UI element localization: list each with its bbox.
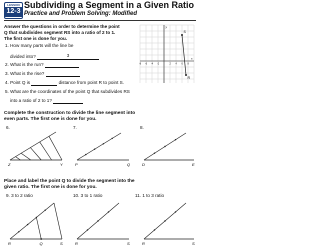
y-axis-label: y <box>165 25 167 29</box>
question-3-answer[interactable] <box>46 76 80 77</box>
lesson-number: 12-3 <box>6 8 21 15</box>
point-s-label: S <box>127 241 130 246</box>
question-2 <box>5 62 79 68</box>
tick-neg6: -6 <box>145 62 148 66</box>
item-9-ratio: 3 to 2 ratio <box>11 193 33 198</box>
item-10-number: 10. <box>73 193 80 198</box>
page-subtitle: Practice and Problem Solving: Modified <box>24 11 138 17</box>
lesson-label: LESSON <box>7 3 20 7</box>
question-5-line1: 5. What are the coordinates of the point Q that subdivides RS <box>5 89 130 94</box>
item-10-ratio: 3 to 1 ratio <box>80 193 103 198</box>
question-5-answer[interactable] <box>53 103 83 104</box>
question-4-text-end: distance from point R to point S. <box>58 80 124 85</box>
question-5-text: into a ratio of 2 to 1? <box>10 98 52 103</box>
question-3 <box>5 71 80 77</box>
item-8-number: 8. <box>140 125 144 130</box>
tick-4: 4 <box>175 62 177 66</box>
item-11-ratio: 1 to 3 ratio <box>142 193 165 198</box>
construction-figure-6 <box>4 130 66 170</box>
section1-instructions-line1: Answer the questions in order to determine the point <box>4 24 120 29</box>
section2-instructions-line1: Complete the construction to divide the line segment into <box>4 111 136 116</box>
construction-figure-8 <box>138 130 198 170</box>
question-4 <box>5 80 124 86</box>
tick-neg4: -4 <box>151 62 154 66</box>
point-r-label: R <box>8 241 11 246</box>
ratio-figure-11 <box>138 199 198 249</box>
question-2-text: 2. What is the run? <box>5 62 44 67</box>
tick-neg8: -8 <box>139 62 142 66</box>
point-d-label: D <box>142 162 145 167</box>
auxiliary-ray <box>10 203 54 239</box>
tick-2: 2 <box>169 62 171 66</box>
item-11-number: 11. <box>135 193 142 198</box>
ratio-figure-10 <box>71 199 133 249</box>
section3-instructions-line1: Place and label the point Q to divide the segment into the <box>4 179 135 184</box>
item-6-number: 6. <box>6 125 10 130</box>
question-1-text: divided into? <box>10 54 36 59</box>
question-3-text: 3. What is the rise? <box>5 71 45 76</box>
ratio-figure-9 <box>4 199 66 249</box>
point-y-label: Y <box>60 162 63 167</box>
point-s-label: S <box>60 241 63 246</box>
point-s-label: S <box>192 241 195 246</box>
coordinate-graph <box>138 23 196 85</box>
tick-8: 8 <box>187 62 189 66</box>
section3-instructions-line2: given ratio. The first one is done for you. <box>4 185 97 190</box>
point-q-label: Q <box>39 241 43 246</box>
point-e-label: E <box>192 162 195 167</box>
question-4-text: 4. Point Q is <box>5 80 31 85</box>
header-divider <box>4 20 196 21</box>
question-1-answer[interactable]: 3 <box>37 53 99 60</box>
tick-neg2: -2 <box>157 62 160 66</box>
tick-6: 6 <box>181 62 183 66</box>
section1-instructions-line2: Q that subdivides segment RS into a ratio of 2 to 1. <box>4 30 116 35</box>
item-7-number: 7. <box>73 125 77 130</box>
item-9-number: 9. <box>6 193 10 198</box>
point-r-label: R <box>142 241 145 246</box>
question-2-answer[interactable] <box>45 67 79 68</box>
point-r-label: R <box>75 241 78 246</box>
point-z-label: Z <box>8 162 11 167</box>
question-1-line1: 1. How many parts will the line be <box>5 43 74 48</box>
auxiliary-ray <box>77 133 121 160</box>
section1-instructions-line3: The first one is done for you. <box>4 36 68 41</box>
x-axis-label: x <box>191 56 193 61</box>
lesson-badge <box>4 2 23 19</box>
construction-figure-7 <box>71 130 133 170</box>
question-4-answer[interactable] <box>31 85 57 86</box>
point-s-marker <box>181 34 183 36</box>
point-s-label: S <box>183 30 186 34</box>
section2-instructions-line2: even parts. The first one is done for you. <box>4 117 97 122</box>
question-5-line2 <box>10 98 83 104</box>
point-p-label: P <box>75 162 78 167</box>
question-1-line2 <box>10 53 99 60</box>
point-r-label: R <box>187 76 191 80</box>
page-title: Subdividing a Segment in a Given Ratio <box>24 0 195 10</box>
point-q-label: Q <box>127 162 131 167</box>
